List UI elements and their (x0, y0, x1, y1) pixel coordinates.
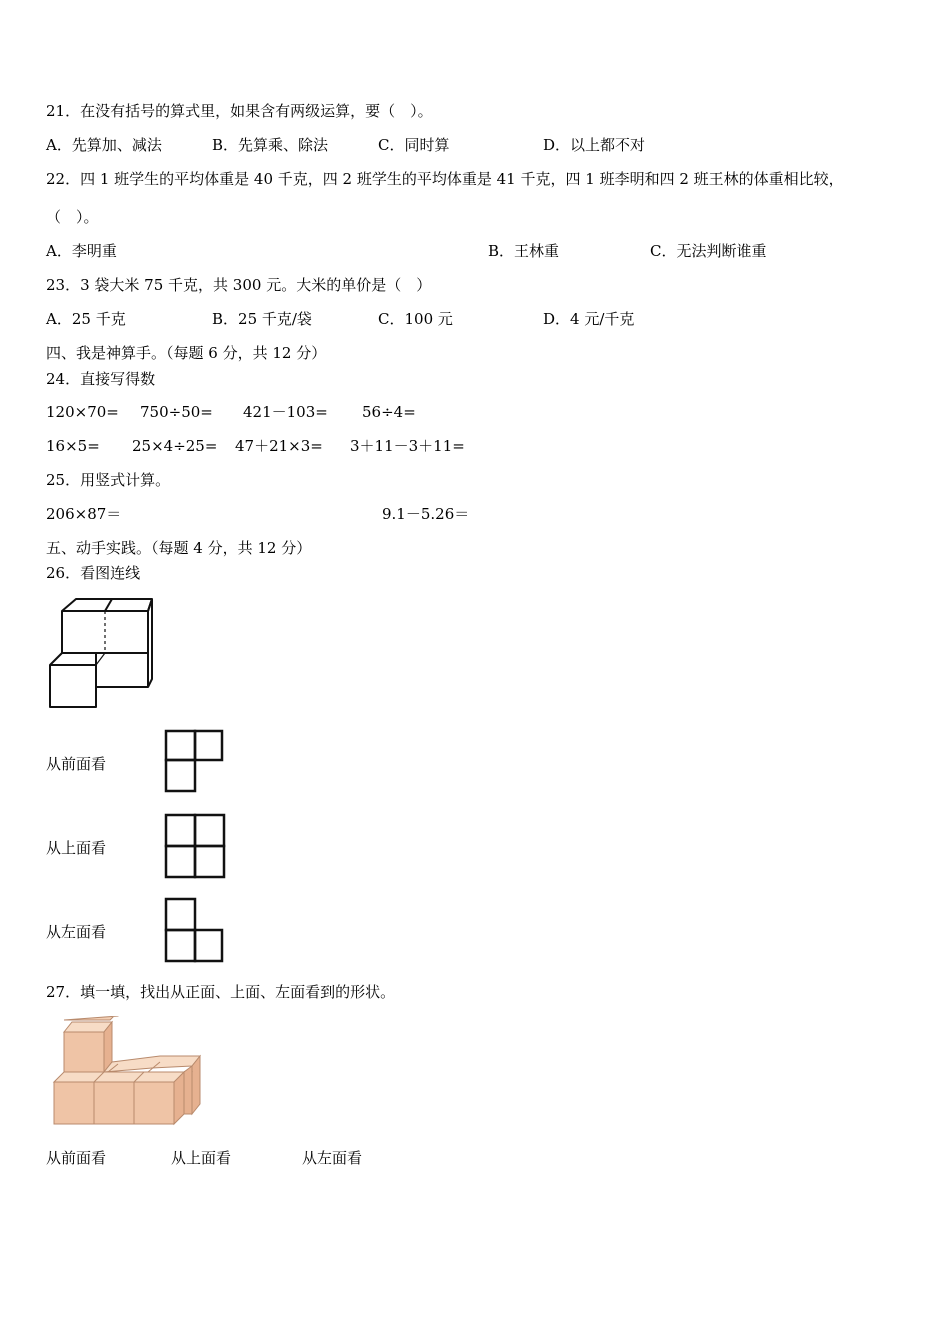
q24-stem: 24．直接写得数 (46, 370, 156, 388)
q24-r1-c3: 421－103= (243, 403, 328, 421)
q26-view-front-label: 从前面看 (46, 755, 107, 773)
q24-r2-c3: 47＋21×3= (235, 437, 323, 455)
q27-view-top-label: 从上面看 (171, 1149, 232, 1167)
q21-option-a: A．先算加、减法 (46, 136, 162, 154)
q23-option-c: C．100 元 (378, 310, 453, 328)
q24-r2-c4: 3＋11－3＋11= (350, 437, 465, 455)
q24-r1-c4: 56÷4= (362, 403, 416, 421)
q24-r2-c2: 25×4÷25= (132, 437, 218, 455)
q23-option-a: A．25 千克 (46, 310, 126, 328)
q26-view-top-label: 从上面看 (46, 839, 107, 857)
q26-cube-stack-figure (46, 595, 158, 713)
q21-option-b: B．先算乘、除法 (212, 136, 329, 154)
q25-item-1: 206×87＝ (46, 505, 122, 523)
q27-stem: 27．填一填，找出从正面、上面、左面看到的形状。 (46, 983, 396, 1001)
q23-stem: 23．3 袋大米 75 千克，共 300 元。大米的单价是（ ） (46, 276, 432, 294)
q23-option-b: B．25 千克/袋 (212, 310, 312, 328)
q27-cube-stack-figure (50, 1016, 206, 1130)
q27-view-front-label: 从前面看 (46, 1149, 107, 1167)
section4-title: 四、我是神算手。（每题 6 分，共 12 分） (46, 344, 327, 362)
q23-option-d: D．4 元/千克 (543, 310, 635, 328)
q21-option-d: D．以上都不对 (543, 136, 646, 154)
q24-r1-c1: 120×70= (46, 403, 119, 421)
q26-front-view-shape (163, 728, 225, 794)
q21-stem: 21．在没有括号的算式里，如果含有两级运算，要（ ）。 (46, 102, 433, 120)
q26-left-view-shape (163, 896, 225, 964)
q26-view-left-label: 从左面看 (46, 923, 107, 941)
q24-r2-c1: 16×5= (46, 437, 100, 455)
q27-view-left-label: 从左面看 (302, 1149, 363, 1167)
q26-top-view-shape (163, 812, 227, 880)
q22-option-b: B．王林重 (488, 242, 560, 260)
q22-stem-cont: （ ）。 (46, 208, 99, 226)
q25-stem: 25．用竖式计算。 (46, 471, 171, 489)
q26-stem: 26．看图连线 (46, 564, 141, 582)
section5-title: 五、动手实践。（每题 4 分，共 12 分） (46, 539, 312, 557)
q24-r1-c2: 750÷50= (140, 403, 213, 421)
q22-option-c: C．无法判断谁重 (650, 242, 767, 260)
q25-item-2: 9.1－5.26＝ (382, 505, 470, 523)
q21-option-c: C．同时算 (378, 136, 450, 154)
q22-stem: 22．四 1 班学生的平均体重是 40 千克，四 2 班学生的平均体重是 41 千克，四 1 班李明和四 2 班王林的体重相比较， (46, 170, 844, 188)
q22-option-a: A．李明重 (46, 242, 117, 260)
